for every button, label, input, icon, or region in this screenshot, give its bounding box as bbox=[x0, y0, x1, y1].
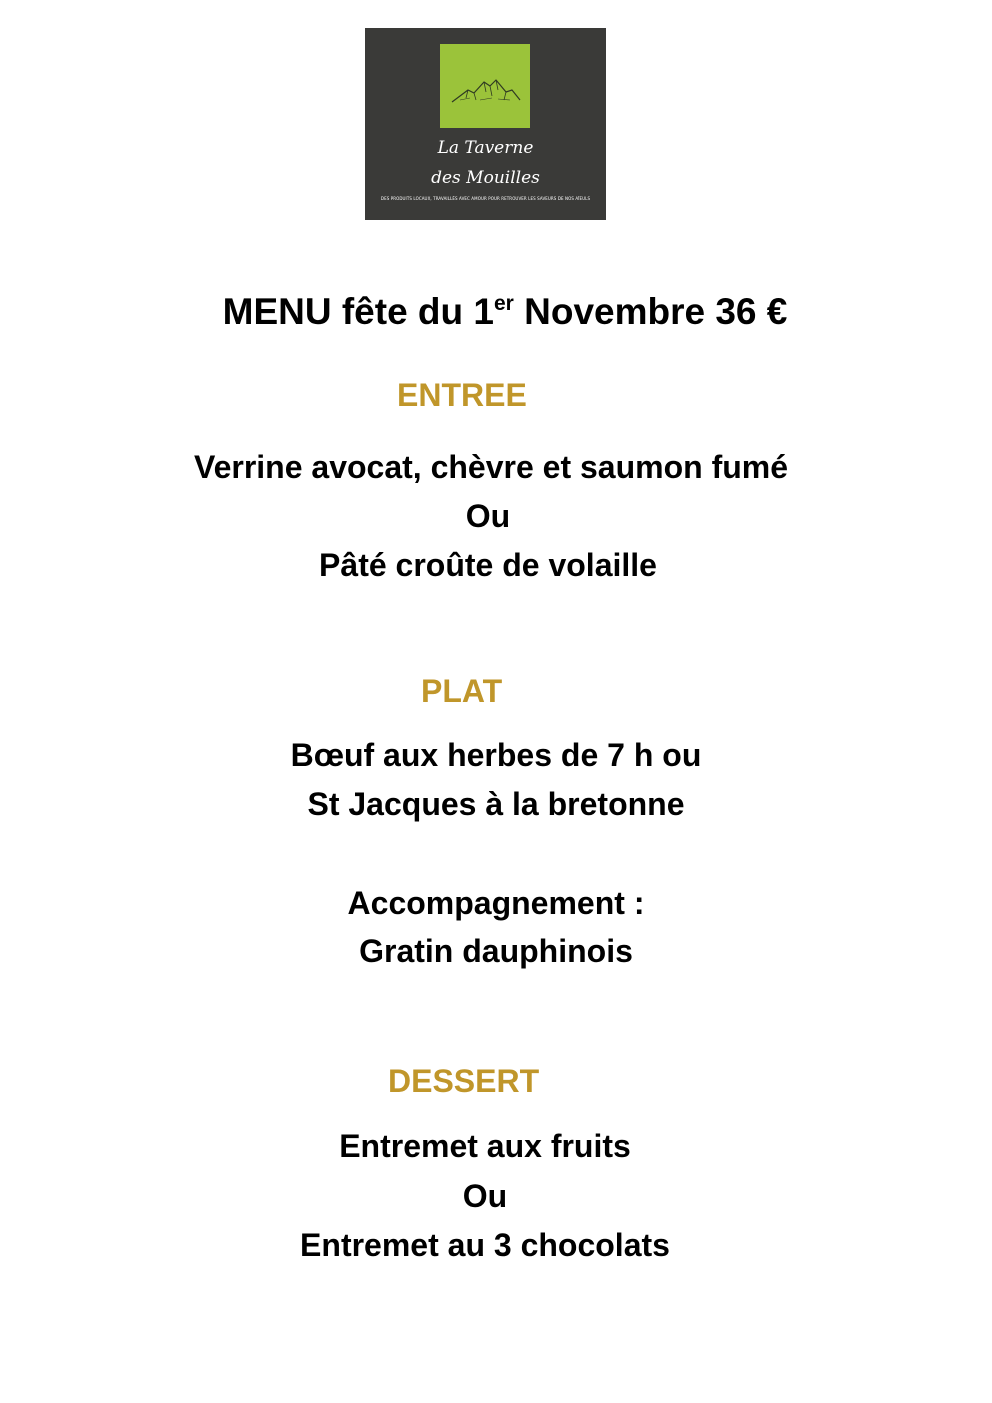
menu-title-price: Novembre 36 € bbox=[513, 291, 788, 332]
dessert-or: Ou bbox=[462, 1178, 508, 1214]
menu-title-superscript: er bbox=[493, 292, 514, 315]
mountain-icon bbox=[440, 44, 530, 128]
side-label: Accompagnement : bbox=[347, 885, 645, 921]
side-dish: Gratin dauphinois bbox=[359, 933, 633, 969]
restaurant-logo bbox=[365, 28, 606, 220]
plat-option-2: St Jacques à la bretonne bbox=[307, 786, 685, 822]
entree-heading: ENTREE bbox=[397, 377, 527, 413]
dessert-option-2: Entremet au 3 chocolats bbox=[300, 1227, 670, 1263]
logo-name-line2: des Mouilles bbox=[431, 168, 540, 188]
plat-option-1: Bœuf aux herbes de 7 h ou bbox=[290, 737, 702, 773]
logo-square bbox=[440, 44, 530, 128]
logo-name-line1: La Taverne bbox=[437, 138, 534, 158]
entree-option-2: Pâté croûte de volaille bbox=[319, 547, 657, 583]
menu-title bbox=[0, 290, 992, 334]
menu-title-main: MENU fête du 1 bbox=[222, 291, 494, 332]
entree-or: Ou bbox=[465, 498, 511, 534]
dessert-heading: DESSERT bbox=[388, 1063, 540, 1099]
dessert-option-1: Entremet aux fruits bbox=[339, 1128, 631, 1164]
plat-heading: PLAT bbox=[421, 673, 503, 709]
entree-option-1: Verrine avocat, chèvre et saumon fumé bbox=[193, 449, 789, 485]
logo-tagline: DES PRODUITS LOCAUX, TRAVAILLÉS AVEC AMOUR POUR RETROUVER LES SAVEURS DE NOS AÏEULS bbox=[380, 196, 591, 201]
